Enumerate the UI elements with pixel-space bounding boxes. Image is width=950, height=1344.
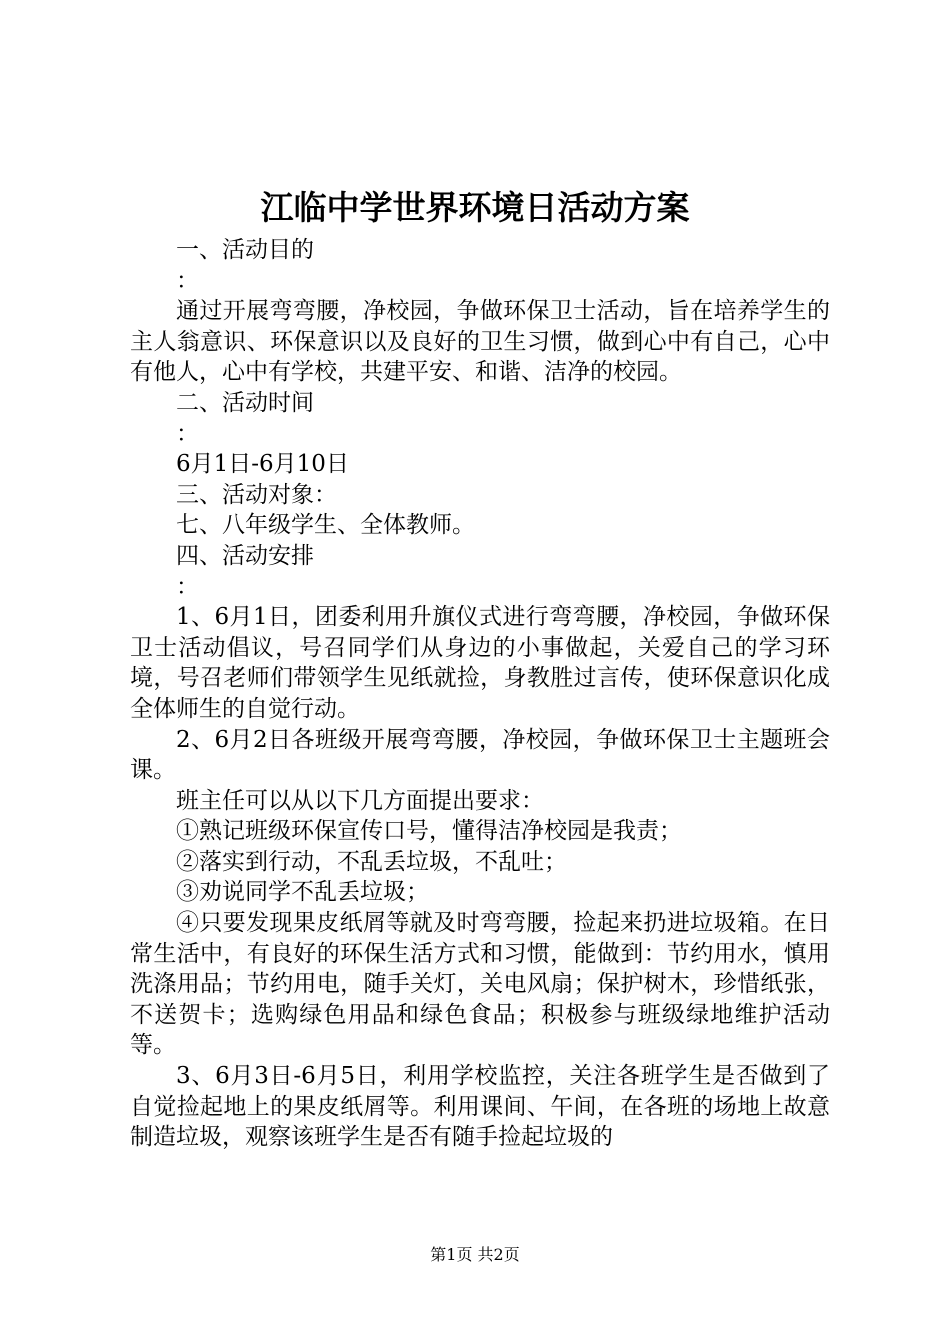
colon-line: ：: [176, 267, 199, 294]
list-item-requirement-4: ④只要发现果皮纸屑等就及时弯弯腰，捡起来扔进垃圾箱。在日常生活中，有良好的环保生活方式和习惯，能做到：节约用水，慎用洗涤用品；节约用电，随手关灯，关电风扇；保护树木，珍惜纸张，不送贺卡；选购绿色用品和绿色食品；积极参与班级绿地维护活动等。: [130, 910, 830, 1059]
list-item-requirement-3: ③劝说同学不乱丢垃圾；: [176, 879, 429, 906]
paragraph-time: 6月1日-6月10日: [176, 451, 349, 478]
document-body: [130, 235, 830, 1153]
section-heading-audience: 三、活动对象：: [176, 481, 337, 508]
colon-line: ：: [176, 420, 199, 447]
section-heading-arrangement: 四、活动安排: [176, 542, 314, 569]
paragraph-arrangement-1: 1、6月1日，团委利用升旗仪式进行弯弯腰，净校园，争做环保卫士活动倡议，号召同学们从身边的小事做起，关爱自己的学习环境，号召老师们带领学生见纸就捡，身教胜过言传，使环保意识化成全体师生的自觉行动。: [130, 604, 830, 722]
list-item-requirement-1: ①熟记班级环保宣传口号，懂得洁净校园是我责；: [176, 818, 682, 845]
paragraph-requirements-intro: 班主任可以从以下几方面提出要求：: [176, 787, 544, 814]
document-title: 江临中学世界环境日活动方案: [260, 188, 690, 227]
list-item-requirement-2: ②落实到行动，不乱丢垃圾，不乱吐；: [176, 848, 567, 875]
section-heading-purpose: 一、活动目的: [176, 237, 314, 263]
paragraph-arrangement-3: 3、6月3日-6月5日，利用学校监控，关注各班学生是否做到了自觉捡起地上的果皮纸屑等。利用课间、午间，在各班的场地上故意制造垃圾，观察该班学生是否有随手捡起垃圾的: [130, 1063, 830, 1151]
page-footer: 第1页 共2页: [430, 1245, 520, 1264]
paragraph-audience: 七、八年级学生、全体教师。: [176, 512, 475, 539]
colon-line: ：: [176, 573, 199, 600]
paragraph-arrangement-2: 2、6月2日各班级开展弯弯腰，净校园，争做环保卫士主题班会课。: [130, 726, 830, 784]
paragraph-purpose: 通过开展弯弯腰，净校园，争做环保卫士活动，旨在培养学生的主人翁意识、环保意识以及良好的卫生习惯，做到心中有自己，心中有他人，心中有学校，共建平安、和谐、洁净的校园。: [130, 298, 830, 386]
section-heading-time: 二、活动时间: [176, 389, 314, 416]
